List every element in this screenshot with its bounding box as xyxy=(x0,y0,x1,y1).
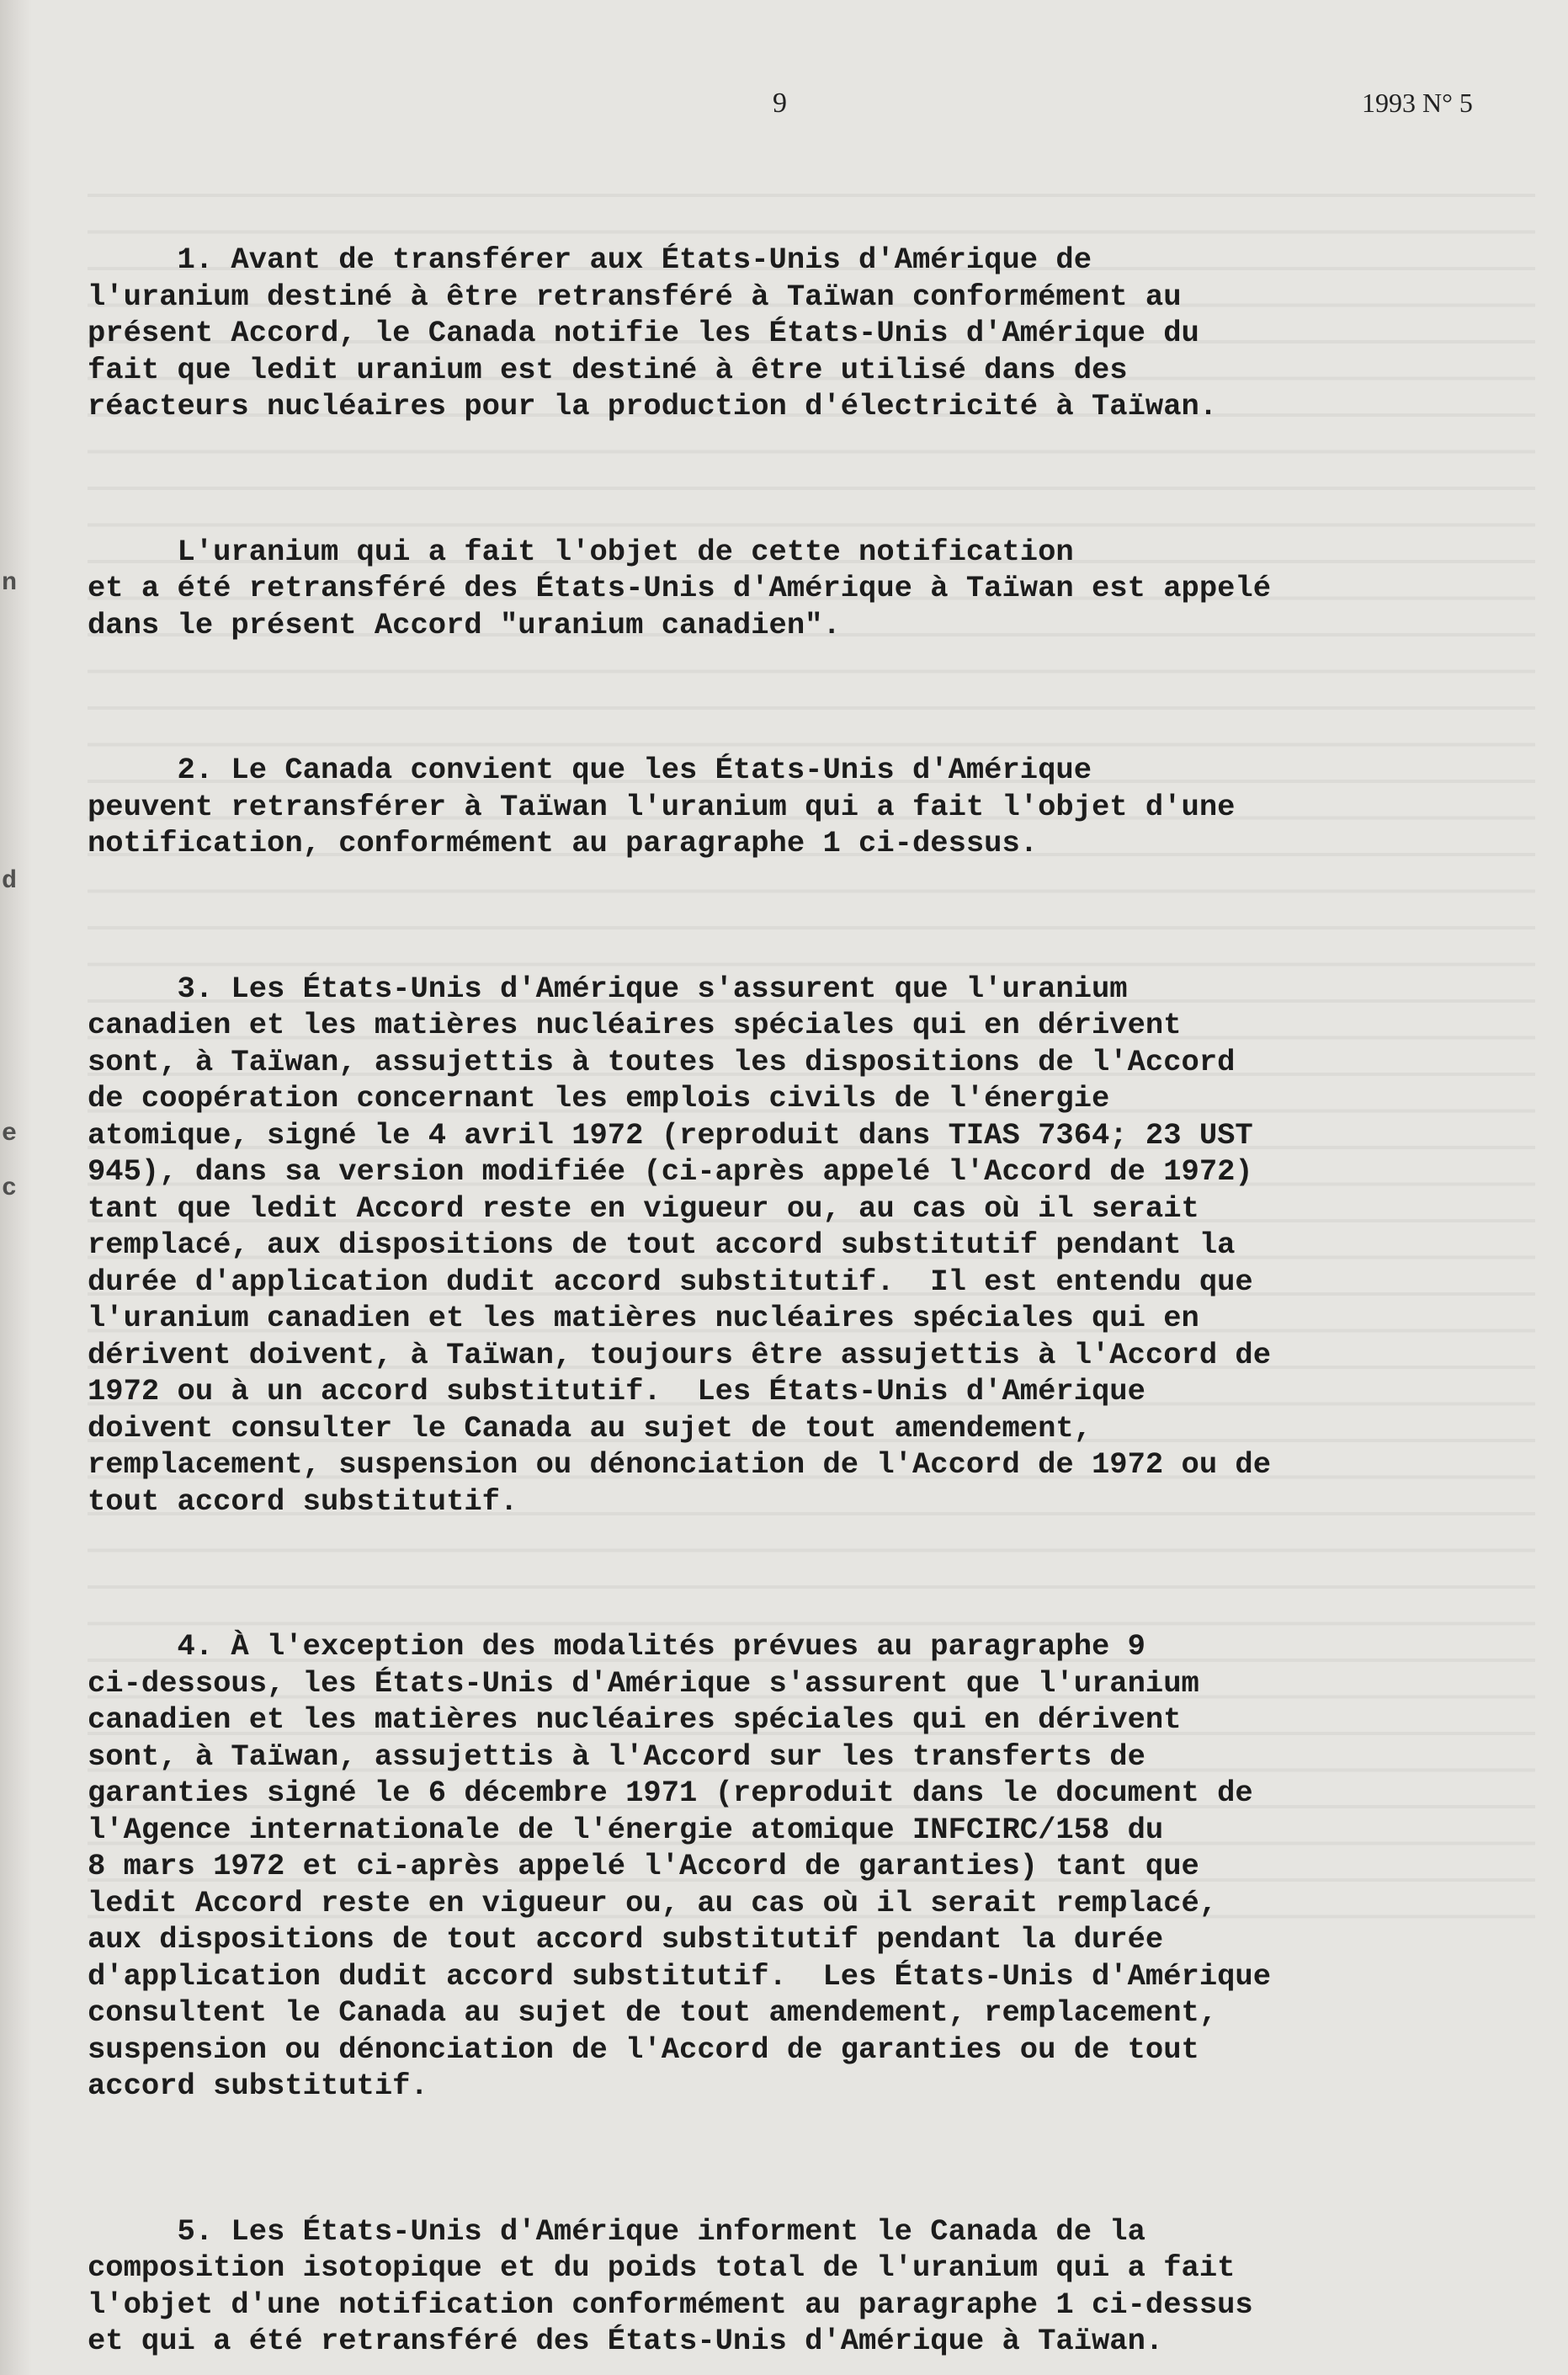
paragraph-1-continued: L'uranium qui a fait l'objet de cette notification et a été retransféré des États-Unis d'Amérique à Taïwan est appelé dans le présent Accord "uranium canadien". xyxy=(88,534,1272,642)
paragraph-3: 3. Les États-Unis d'Amérique s'assurent que l'uranium canadien et les matières nucléaires spéciales qui en dérivent sont, à Taïwan, assujettis à toutes les dispositions de l'Accord de coopération concernant les emplois civils de l'énergie atomique, signé le 4 avril 1972 (reproduit dans TIAS 7364; 23 UST 945), dans sa version modifiée (ci-après appelé l'Accord de 1972) tant que ledit Accord reste en vigueur ou, au cas où il serait remplacé, aux dispositions de tout accord substitutif pendant la durée d'application dudit accord substitutif. Il est entendu que l'uranium canadien et les matières nucléaires spéciales qui en dérivent doivent, à Taïwan, toujours être assujettis à l'Accord de 1972 ou à un accord substitutif. Les États-Unis d'Amérique doivent consulter le Canada au sujet de tout amendement, remplacement, suspension ou dénonciation de l'Accord de 1972 ou de tout accord substitutif. xyxy=(88,971,1272,1519)
margin-mark: c xyxy=(2,1174,18,1203)
paragraph-5: 5. Les États-Unis d'Amérique informent le Canada de la composition isotopique et du poids total de l'uranium qui a fait l'objet d'une notification conformément au paragraphe 1 ci-dessus et qui a été retransféré des États-Unis d'Amérique à Taïwan. xyxy=(88,2213,1253,2358)
binding-gutter xyxy=(0,0,32,2375)
paragraph-2: 2. Le Canada convient que les États-Unis d'Amérique peuvent retransférer à Taïwan l'uranium qui a fait l'objet d'une notification, conformément au paragraphe 1 ci-dessus. xyxy=(88,753,1236,860)
margin-mark: n xyxy=(2,569,18,598)
page-number: 9 xyxy=(773,88,787,119)
paragraph-1: 1. Avant de transférer aux États-Unis d'Amérique de l'uranium destiné à être retransféré à Taïwan conformément au présent Accord, le Canada notifie les États-Unis d'Amérique du fait que ledit uranium est destiné à être utilisé dans des réacteurs nucléaires pour la production d'électricité à Taïwan. xyxy=(88,242,1218,423)
margin-mark: e xyxy=(2,1120,18,1148)
issue-label: 1993 N° 5 xyxy=(1362,88,1473,118)
margin-mark: d xyxy=(2,867,18,896)
document-body xyxy=(88,168,1535,2375)
paragraph-4: 4. À l'exception des modalités prévues au paragraphe 9 ci-dessous, les États-Unis d'Amérique s'assurent que l'uranium canadien et les matières nucléaires spéciales qui en dérivent sont, à Taïwan, assujettis à l'Accord sur les transferts de garanties signé le 6 décembre 1971 (reproduit dans le document de l'Agence internationale de l'énergie atomique INFCIRC/158 du 8 mars 1972 et ci-après appelé l'Accord de garanties) tant que ledit Accord reste en vigueur ou, au cas où il serait remplacé, aux dispositions de tout accord substitutif pendant la durée d'application dudit accord substitutif. Les États-Unis d'Amérique consultent le Canada au sujet de tout amendement, remplacement, suspension ou dénonciation de l'Accord de garanties ou de tout accord substitutif. xyxy=(88,1629,1272,2103)
